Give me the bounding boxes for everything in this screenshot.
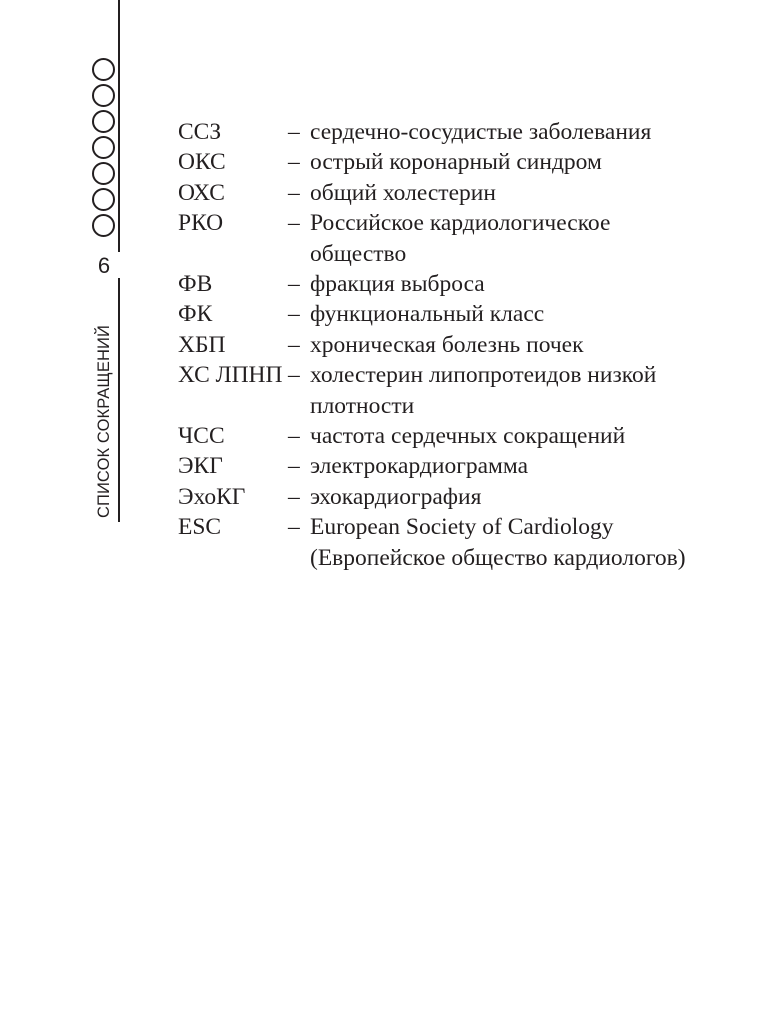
- abbreviation-definition: хроническая болезнь почек: [310, 331, 584, 358]
- abbreviation-term: ССЗ: [178, 119, 222, 145]
- abbreviation-definition: Российское кардиологическое общество: [310, 210, 611, 267]
- abbreviation-row: [178, 482, 698, 512]
- binding-ring-icon: [92, 84, 115, 107]
- abbreviation-dash: –: [288, 423, 300, 450]
- abbreviation-row: [178, 451, 698, 481]
- abbreviation-row: [178, 147, 698, 177]
- abbreviation-dash: –: [288, 483, 300, 510]
- abbreviation-dash: –: [288, 210, 300, 237]
- abbreviation-dash: –: [288, 271, 300, 298]
- abbreviation-definition: электрокардиограмма: [310, 453, 529, 480]
- abbreviation-dash: –: [288, 119, 300, 145]
- abbreviation-dash: –: [288, 362, 300, 389]
- abbreviation-definition: частота сердечных сокращений: [310, 423, 626, 450]
- abbreviation-row: [178, 117, 698, 147]
- abbreviation-term: ЭхоКГ: [178, 483, 246, 510]
- abbreviation-dash: –: [288, 514, 300, 541]
- binding-ring-icon: [92, 188, 115, 211]
- abbreviation-row: [178, 421, 698, 451]
- abbreviation-term: ХБП: [178, 331, 226, 358]
- binding-ring-icon: [92, 136, 115, 159]
- section-title-vertical: СПИСОК СОКРАЩЕНИЙ: [95, 325, 113, 518]
- abbreviation-row: [178, 360, 698, 421]
- abbreviation-list: [178, 117, 698, 573]
- abbreviation-dash: –: [288, 453, 300, 480]
- abbreviation-term: ОХС: [178, 179, 225, 206]
- abbreviation-definition: сердечно-сосудистые заболевания: [310, 119, 652, 145]
- abbreviation-definition: острый коронарный синдром: [310, 149, 602, 176]
- binding-ring-icon: [92, 58, 115, 81]
- abbreviation-row: [178, 330, 698, 360]
- abbreviation-term: ФВ: [178, 271, 213, 298]
- binding-ring-icon: [92, 110, 115, 133]
- abbreviation-row: [178, 269, 698, 299]
- abbreviation-term: ESC: [178, 514, 222, 541]
- abbreviation-term: ОКС: [178, 149, 226, 176]
- abbreviation-row: [178, 512, 698, 573]
- margin-rule-bottom: [118, 278, 120, 522]
- abbreviation-term: ХС ЛПНП: [178, 362, 283, 389]
- binding-ring-icon: [92, 214, 115, 237]
- abbreviation-row: [178, 208, 698, 269]
- abbreviation-definition: фракция выброса: [310, 271, 485, 298]
- abbreviation-definition: European Society of Cardiology (Европейское общество кардиологов): [310, 514, 686, 571]
- abbreviation-term: РКО: [178, 210, 224, 237]
- abbreviation-dash: –: [288, 331, 300, 358]
- abbreviation-term: ЭКГ: [178, 453, 223, 480]
- margin-rule-top: [118, 0, 120, 252]
- abbreviation-dash: –: [288, 149, 300, 176]
- abbreviation-definition: общий холестерин: [310, 179, 496, 206]
- abbreviation-definition: холестерин липопротеидов низкой плотности: [310, 362, 657, 419]
- abbreviation-row: [178, 299, 698, 329]
- page-number: 6: [97, 253, 111, 278]
- abbreviation-dash: –: [288, 301, 300, 328]
- abbreviation-dash: –: [288, 179, 300, 206]
- abbreviation-definition: функциональный класс: [310, 301, 545, 328]
- abbreviation-row: [178, 178, 698, 208]
- abbreviation-definition: эхокардиография: [310, 483, 482, 510]
- abbreviation-term: ЧСС: [178, 423, 225, 450]
- abbreviation-term: ФК: [178, 301, 213, 328]
- binding-ring-icon: [92, 162, 115, 185]
